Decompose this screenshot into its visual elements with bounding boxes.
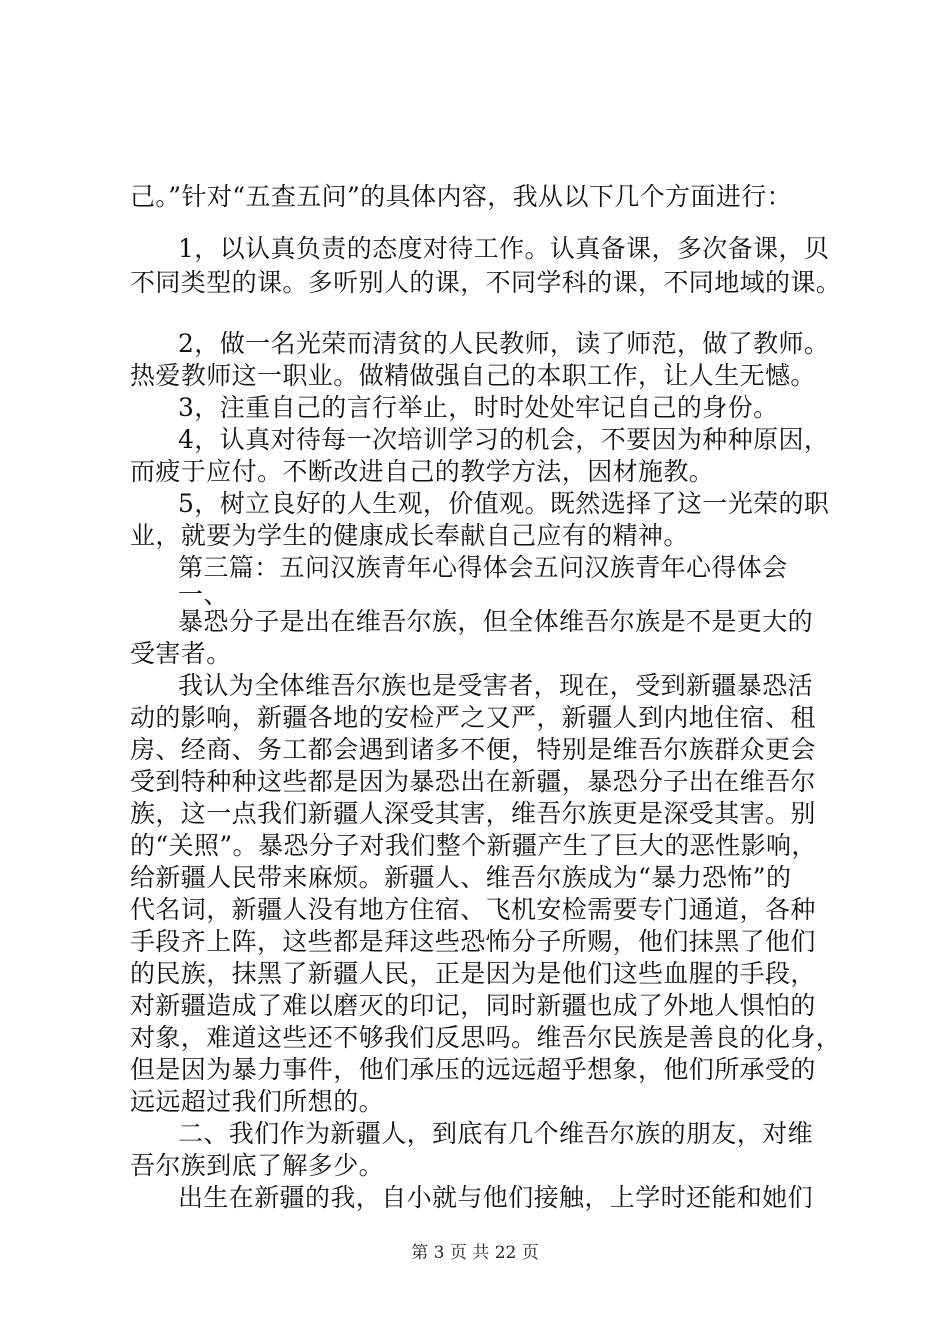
text-line: 对象，难道这些还不够我们反思吗。维吾尔民族是善良的化身，	[130, 1023, 842, 1052]
text-line: 受到特种种这些都是因为暴恐出在新疆，暴恐分子出在维吾尔	[130, 767, 816, 796]
text-line: 二、我们作为新疆人，到底有几个维吾尔族的朋友，对维	[178, 1119, 814, 1148]
text-line: 受害者。	[130, 639, 232, 668]
text-line: 的民族，抹黑了新疆人民，正是因为是他们这些血腥的手段，	[130, 959, 816, 988]
text-line: 一、	[178, 580, 229, 609]
text-line: 吾尔族到底了解多少。	[130, 1151, 385, 1180]
text-line: 代名词，新疆人没有地方住宿、飞机安检需要专门通道，各种	[130, 895, 816, 924]
section-heading: 第三篇：五问汉族青年心得体会五问汉族青年心得体会	[178, 553, 788, 582]
text-line: 给新疆人民带来麻烦。新疆人、维吾尔族成为“暴力恐怖”的	[130, 863, 792, 892]
text-line: 而疲于应付。不断改进自己的教学方法，因材施教。	[130, 457, 715, 486]
text-line: 不同类型的课。多听别人的课，不同学科的课，不同地域的课。	[130, 268, 842, 297]
text-line: 己。”针对“五查五问”的具体内容，我从以下几个方面进行：	[130, 182, 793, 211]
text-line: 但是因为暴力事件，他们承压的远远超乎想象，他们所承受的	[130, 1055, 816, 1084]
text-line: 热爱教师这一职业。做精做强自己的本职工作，让人生无憾。	[130, 361, 816, 390]
text-line: 的“关照”。暴恐分子对我们整个新疆产生了巨大的恶性影响，	[130, 831, 817, 860]
text-line: 动的影响，新疆各地的安检严之又严，新疆人到内地住宿、租	[130, 703, 816, 732]
text-line: 3，注重自己的言行举止，时时处处牢记自己的身份。	[178, 393, 779, 422]
text-line: 4，认真对待每一次培训学习的机会，不要因为种种原因，	[178, 425, 830, 454]
text-line: 族，这一点我们新疆人深受其害，维吾尔族更是深受其害。别	[130, 799, 816, 828]
text-line: 对新疆造成了难以磨灭的印记，同时新疆也成了外地人惧怕的	[130, 991, 816, 1020]
page-footer: 第 3 页 共 22 页	[411, 1243, 539, 1263]
text-line: 5，树立良好的人生观，价值观。既然选择了这一光荣的职	[178, 489, 830, 518]
text-line: 2，做一名光荣而清贫的人民教师，读了师范，做了教师。	[178, 329, 830, 358]
text-line: 房、经商、务工都会遇到诸多不便，特别是维吾尔族群众更会	[130, 735, 816, 764]
text-line: 远远超过我们所想的。	[130, 1087, 385, 1116]
text-line: 业，就要为学生的健康成长奉献自己应有的精神。	[130, 521, 689, 550]
text-line: 1，以认真负责的态度对待工作。认真备课，多次备课，贝	[178, 234, 830, 263]
text-line: 我认为全体维吾尔族也是受害者，现在，受到新疆暴恐活	[178, 671, 814, 700]
text-line: 暴恐分子是出在维吾尔族，但全体维吾尔族是不是更大的	[178, 607, 814, 636]
text-line: 出生在新疆的我，自小就与他们接触，上学时还能和她们	[178, 1183, 814, 1212]
text-line: 手段齐上阵，这些都是拜这些恐怖分子所赐，他们抹黑了他们	[130, 927, 816, 956]
